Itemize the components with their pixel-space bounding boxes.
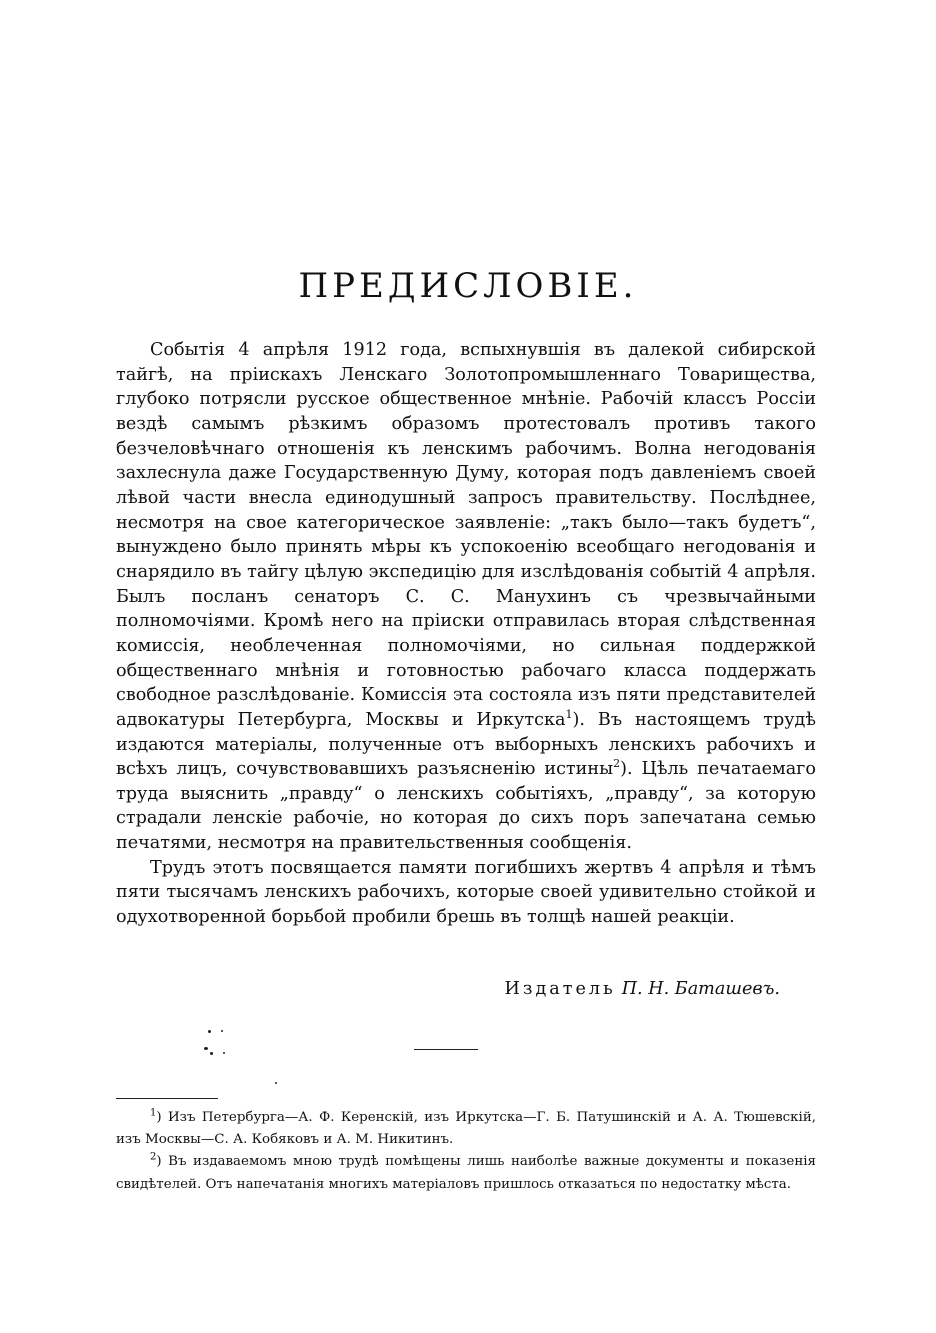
- paragraph-1-text-c: ). Цѣль печатаемаго труда выяснить „правду“ о ленскихъ событіяхъ, „правду“, за которую страдали ленскіе рабочіе, но которая до сихъ поръ запечатана семью печатями, несмотря на правительственныя сообщенія.: [116, 759, 816, 854]
- print-speck: [221, 1030, 223, 1032]
- footnote-separator: [116, 1098, 218, 1099]
- signature-label: Издатель: [504, 979, 616, 999]
- publisher-signature: [505, 979, 780, 999]
- preface-paragraph-1: [116, 338, 816, 856]
- footnote-reference-1: 1: [565, 707, 573, 721]
- footnote-reference-2: 2: [613, 757, 621, 771]
- preface-paragraph-2: Трудъ этотъ посвящается памяти погибшихъ жертвъ 4 апрѣля и тѣмъ пяти тысячамъ ленскихъ рабочихъ, которые своей удивительно стойкой и одухотворенной борьбой пробили брешь въ толщѣ нашей реакціи.: [116, 857, 816, 928]
- print-speck: [204, 1047, 208, 1050]
- print-speck: [210, 1052, 213, 1055]
- signature-name: П. Н. Баташевъ.: [621, 979, 780, 999]
- footnote-1-text: ) Изъ Петербурга—А. Ф. Керенскій, изъ Иркутска—Г. Б. Патушинскій и А. А. Тюшевскій, изъ Москвы—С. А. Кобяковъ и А. М. Никитинъ.: [116, 1110, 816, 1148]
- section-divider: [414, 1049, 478, 1050]
- print-speck: [223, 1052, 225, 1054]
- footnote-2-text: ) Въ издаваемомъ мною трудѣ помѣщены лишь наиболѣе важные документы и показенія свидѣтелей. Отъ напечатанія многихъ матеріаловъ пришлось отказаться по недостатку мѣста.: [116, 1154, 816, 1192]
- footnote-2-number: 2: [150, 1151, 157, 1163]
- print-speck: [208, 1030, 211, 1033]
- page-title: ПРЕДИСЛОВІЕ.: [298, 266, 638, 306]
- paragraph-1-text-a: Событія 4 апрѣля 1912 года, вспыхнувшія въ далекой сибирской тайгѣ, на пріискахъ Ленскаго Золотопромышленнаго Товарищества, глубоко потрясли русское общественное мнѣніе. Рабочій классъ Россіи вездѣ самымъ рѣзкимъ образомъ протестовалъ противъ такого безчеловѣчнаго отношенія къ ленскимъ рабочимъ. Волна негодованія захлеснула даже Государственную Думу, которая подъ давленіемъ своей лѣвой части внесла единодушный запросъ правительству. Послѣднее, несмотря на свое категорическое заявленіе: „такъ было—такъ будетъ“, вынуждено было принять мѣры къ успокоенію всеобщаго негодованія и снарядило въ тайгу цѣлую экспедицію для изслѣдованія событій 4 апрѣля. Былъ посланъ сенаторъ С. С. Манухинъ съ чрезвычайными полномочіями. Кромѣ него на пріиски отправилась вторая слѣдственная комиссія, необлеченная полномочіями, но сильная поддержкой общественнаго мнѣнія и готовностью рабочаго класса поддержать свободное разслѣдованіе. Комиссія эта состояла изъ пяти представителей адвокатуры Петербурга, Москвы и Иркутска: [116, 340, 816, 730]
- paragraph-1-text-b: ). Въ настоящемъ трудѣ издаются матеріалы, полученные отъ выборныхъ ленскихъ рабочихъ и всѣхъ лицъ, сочувствовавшихъ разъясненію истины: [116, 709, 816, 780]
- print-speck: [275, 1082, 277, 1084]
- footnote-2: [116, 1151, 816, 1195]
- footnotes: [116, 1107, 816, 1196]
- preface-body: [116, 338, 816, 930]
- footnote-1: [116, 1107, 816, 1151]
- footnote-1-number: 1: [150, 1107, 157, 1119]
